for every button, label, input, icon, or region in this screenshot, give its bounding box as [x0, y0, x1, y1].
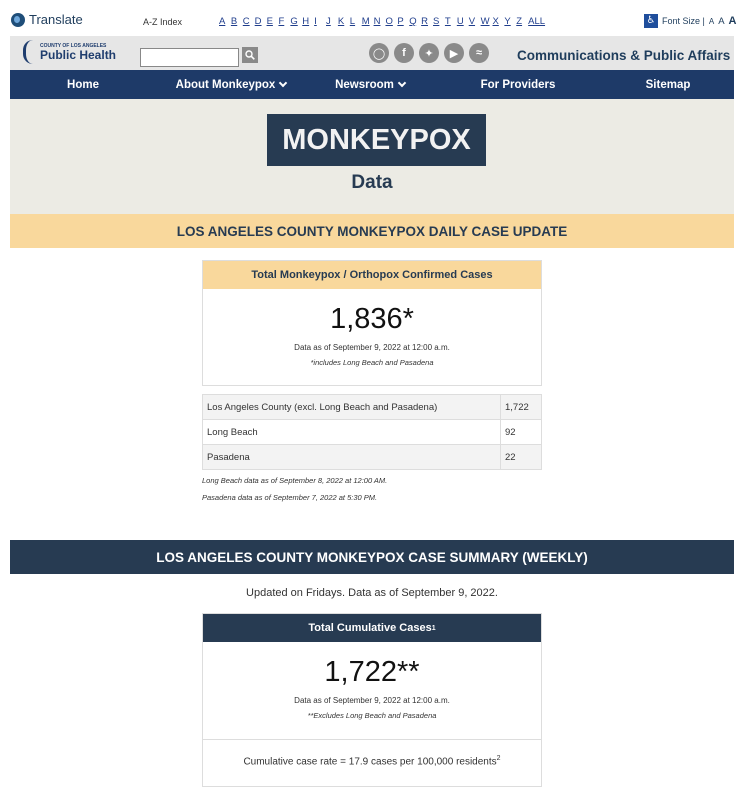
az-letter-o[interactable]: O: [385, 16, 393, 27]
az-letter-p[interactable]: P: [397, 16, 404, 27]
translate-label: Translate: [29, 12, 83, 27]
twitter-icon[interactable]: ✦: [419, 43, 439, 63]
case-rate-text: Cumulative case rate = 17.9 cases per 100,000 residents: [243, 756, 497, 768]
daily-card-title: Total Monkeypox / Orthopox Confirmed Cases: [203, 261, 541, 289]
logo-small-text: COUNTY OF LOS ANGELES: [40, 42, 107, 49]
az-letter-b[interactable]: B: [230, 16, 238, 27]
az-letter-t[interactable]: T: [444, 16, 451, 27]
az-letter-links: [219, 16, 548, 27]
translate-link[interactable]: [11, 12, 83, 27]
daily-total-card: [202, 260, 542, 386]
case-rate: [203, 755, 541, 767]
accessibility-icon[interactable]: ♿: [644, 14, 658, 28]
chevron-down-icon: [279, 78, 287, 86]
az-letter-n[interactable]: N: [373, 16, 381, 27]
az-letter-q[interactable]: Q: [409, 16, 417, 27]
az-letter-c[interactable]: C: [242, 16, 250, 27]
az-letter-a[interactable]: A: [219, 16, 226, 27]
search-icon: [245, 50, 255, 60]
nav-newsroom-label: Newsroom: [335, 78, 394, 91]
az-letter-v[interactable]: V: [468, 16, 476, 27]
search-button[interactable]: [242, 47, 258, 63]
az-letter-x[interactable]: X: [492, 16, 499, 27]
font-size-large[interactable]: A: [728, 15, 737, 27]
az-letter-e[interactable]: E: [266, 16, 273, 27]
divider: [203, 739, 541, 740]
nav-sitemap[interactable]: [602, 70, 734, 99]
font-size-small[interactable]: A: [708, 16, 715, 26]
nav-home-label: Home: [67, 78, 99, 91]
page-title: MONKEYPOX: [267, 114, 486, 166]
footnote-ref[interactable]: 1: [431, 624, 436, 632]
long-beach-note: Long Beach data as of September 8, 2022 at 12:00 AM.: [202, 476, 388, 485]
row-label: Long Beach: [203, 420, 501, 445]
daily-breakdown-table: [202, 394, 542, 470]
daily-section-heading: LOS ANGELES COUNTY MONKEYPOX DAILY CASE UPDATE: [10, 214, 734, 248]
row-value: 92: [501, 420, 542, 445]
site-header: [10, 36, 734, 70]
nav-about-monkeypox[interactable]: [156, 70, 306, 99]
weekly-card-title-text: Total Cumulative Cases: [308, 622, 432, 634]
az-letter-all[interactable]: ALL: [528, 16, 546, 27]
weekly-total-card: [202, 613, 542, 787]
youtube-icon[interactable]: ▶: [444, 43, 464, 63]
font-size-medium[interactable]: A: [718, 15, 725, 27]
row-label: Pasadena: [203, 445, 501, 470]
nav-for-providers[interactable]: [434, 70, 602, 99]
public-health-logo[interactable]: [23, 40, 116, 64]
department-name: Communications & Public Affairs: [517, 48, 731, 63]
weekly-as-of: Data as of September 9, 2022 at 12:00 a.m.: [294, 696, 450, 705]
logo-big-text: Public Health: [40, 47, 117, 62]
nav-home[interactable]: [10, 70, 156, 99]
az-letter-f[interactable]: F: [278, 16, 285, 27]
row-value: 1,722: [501, 395, 542, 420]
logo-mark-icon: [23, 40, 37, 64]
az-letter-s[interactable]: S: [433, 16, 440, 27]
weekly-updated-text: Updated on Fridays. Data as of September 9, 2022.: [246, 587, 498, 599]
az-letter-h[interactable]: H: [302, 16, 310, 27]
page-subtitle: Data: [351, 172, 393, 193]
az-letter-w[interactable]: W: [480, 16, 490, 27]
az-index-label: A-Z Index: [143, 17, 183, 27]
hero-banner: [10, 99, 734, 214]
az-letter-l[interactable]: L: [349, 16, 356, 27]
chevron-down-icon: [398, 78, 406, 86]
table-row: [203, 395, 542, 420]
font-size-label: Font Size |: [662, 16, 705, 26]
daily-footnote: *includes Long Beach and Pasadena: [310, 358, 434, 367]
az-letter-k[interactable]: K: [337, 16, 345, 27]
az-letter-d[interactable]: D: [254, 16, 262, 27]
daily-as-of: Data as of September 9, 2022 at 12:00 a.m.: [294, 343, 450, 352]
az-letter-i[interactable]: I: [314, 16, 317, 27]
table-row: [203, 445, 542, 470]
az-letter-j[interactable]: J: [326, 16, 331, 27]
search-input[interactable]: [140, 48, 239, 67]
az-letter-r[interactable]: R: [421, 16, 429, 27]
az-letter-y[interactable]: Y: [504, 16, 511, 27]
nav-providers-label: For Providers: [480, 78, 556, 91]
spotify-icon[interactable]: ≈: [469, 43, 489, 63]
font-size-control: [644, 14, 737, 28]
nav-newsroom[interactable]: [306, 70, 434, 99]
az-letter-z[interactable]: Z: [516, 16, 523, 27]
weekly-footnote: **Excludes Long Beach and Pasadena: [307, 711, 437, 720]
weekly-total-count: 1,722**: [324, 656, 420, 688]
az-letter-u[interactable]: U: [456, 16, 464, 27]
nav-about-label: About Monkeypox: [175, 78, 276, 91]
social-icons: [369, 43, 489, 63]
logo-text: [40, 44, 116, 61]
az-letter-g[interactable]: G: [290, 16, 298, 27]
row-value: 22: [501, 445, 542, 470]
pasadena-note: Pasadena data as of September 7, 2022 at 5:30 PM.: [202, 493, 378, 502]
row-label: Los Angeles County (excl. Long Beach and Pasadena): [203, 395, 501, 420]
daily-total-count: 1,836*: [330, 303, 414, 335]
table-row: [203, 420, 542, 445]
top-utility-bar: [0, 0, 750, 36]
footnote-ref[interactable]: 2: [496, 755, 501, 762]
instagram-icon[interactable]: ◯: [369, 43, 389, 63]
main-nav: [10, 70, 734, 99]
weekly-section-heading: LOS ANGELES COUNTY MONKEYPOX CASE SUMMARY (WEEKLY): [10, 540, 734, 574]
weekly-card-title: [203, 614, 541, 642]
nav-sitemap-label: Sitemap: [645, 78, 691, 91]
facebook-icon[interactable]: f: [394, 43, 414, 63]
az-letter-m[interactable]: M: [361, 16, 370, 27]
globe-icon: [11, 13, 25, 27]
